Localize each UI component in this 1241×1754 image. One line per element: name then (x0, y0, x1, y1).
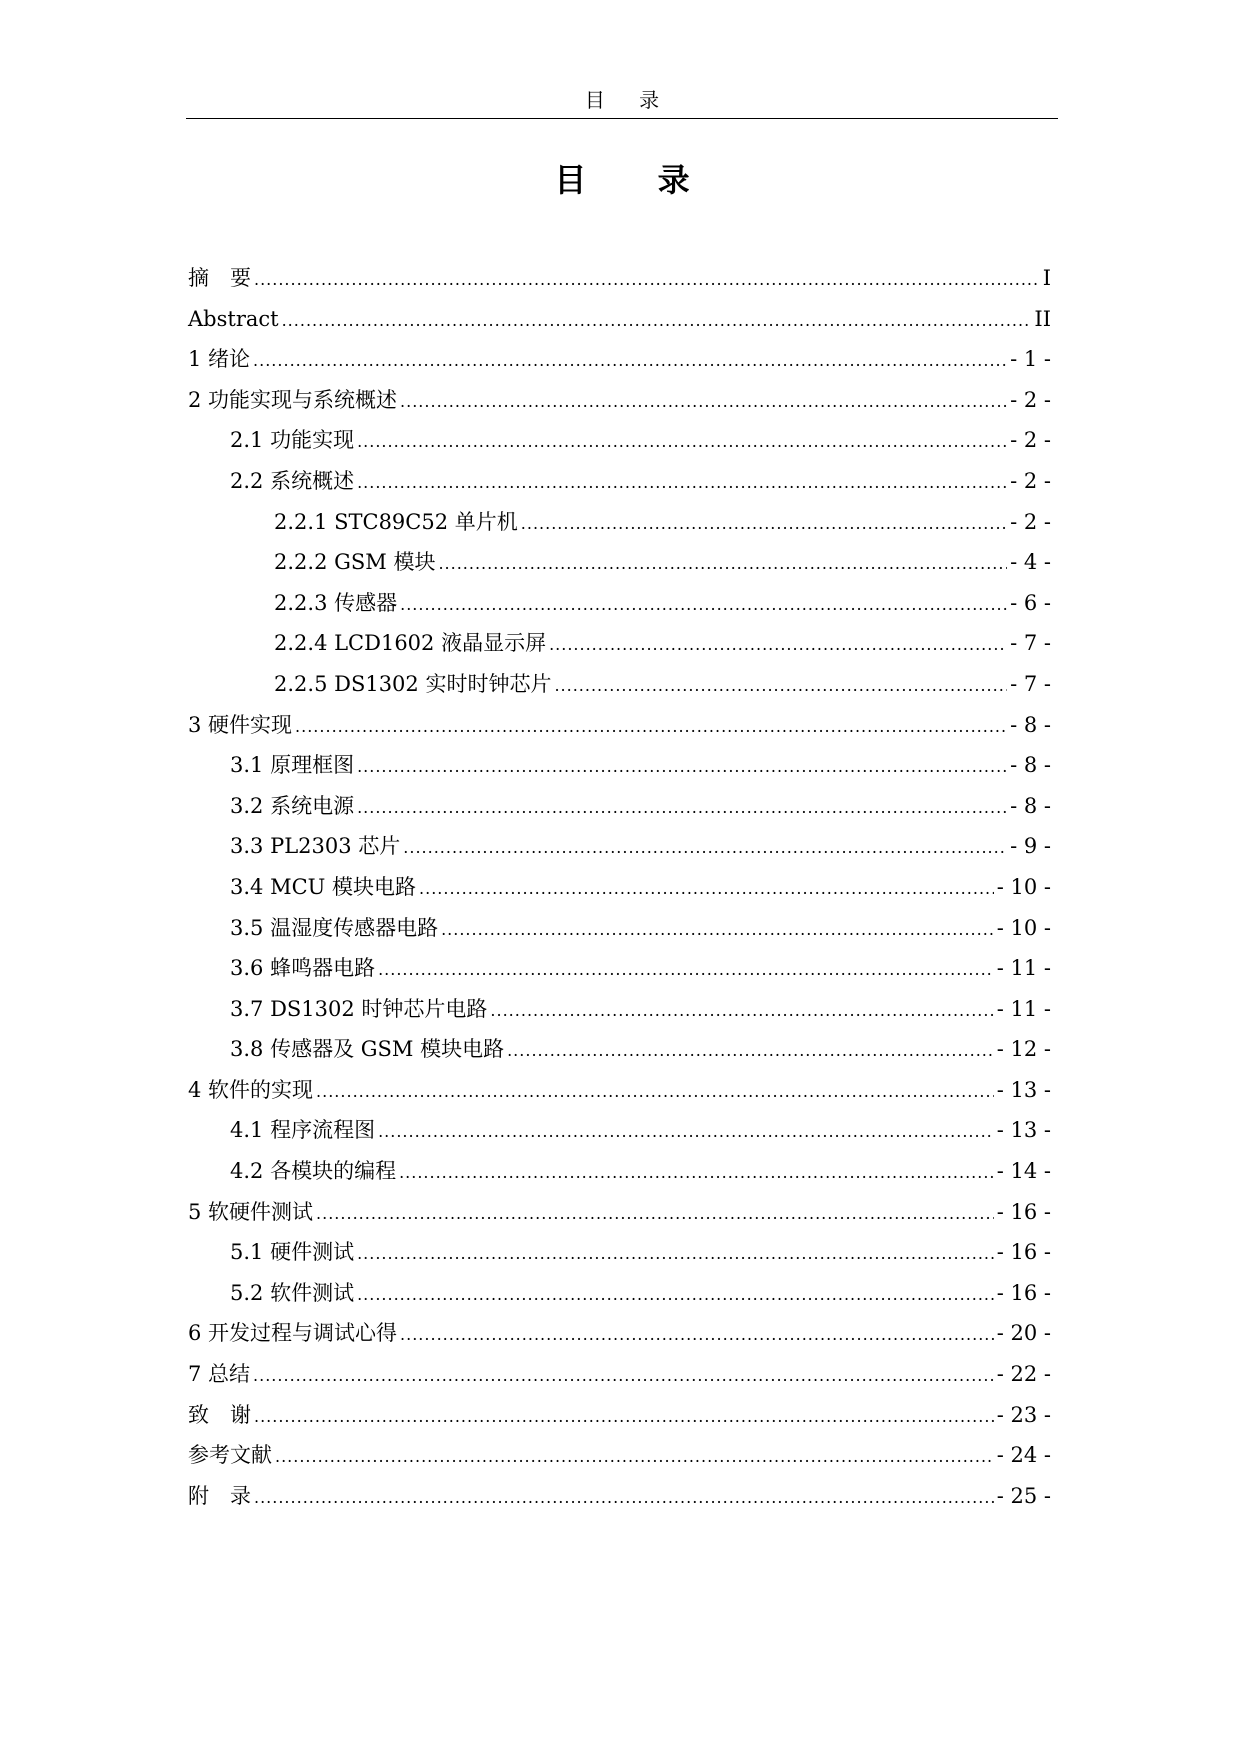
toc-entry-label: 2.2.3 传感器 (274, 590, 398, 615)
toc-entry-page-number: - 1 - (1010, 347, 1051, 372)
toc-entry[interactable] (188, 583, 1051, 624)
toc-entry-label: 2.2 系统概述 (230, 468, 355, 493)
toc-entry[interactable] (188, 420, 1051, 461)
toc-entry-page-number: - 12 - (996, 1037, 1051, 1062)
toc-entry[interactable] (188, 258, 1051, 299)
toc-entry-label: 5.1 硬件测试 (230, 1240, 355, 1265)
toc-entry-label: 致 谢 (188, 1402, 251, 1427)
toc-entry-page-number: - 22 - (996, 1362, 1051, 1387)
toc-entry[interactable] (188, 1110, 1051, 1151)
toc-entry-label: 摘 要 (188, 266, 251, 290)
toc-title: 目 录 (554, 161, 720, 199)
toc-entry-page-number: - 13 - (996, 1077, 1051, 1102)
toc-entry-page-number: - 11 - (996, 956, 1051, 981)
toc-entry-label: 2.2.5 DS1302 实时时钟芯片 (274, 671, 552, 696)
toc-dot-leader (357, 745, 1007, 788)
toc-dot-leader (400, 380, 1007, 423)
toc-entry[interactable] (188, 705, 1051, 746)
toc-entry-page-number: - 9 - (1010, 834, 1051, 859)
toc-entry[interactable] (188, 826, 1051, 867)
toc-dot-leader (316, 1192, 994, 1235)
toc-dot-leader (378, 948, 994, 991)
toc-entry-page-number: - 16 - (996, 1199, 1051, 1224)
toc-entry[interactable] (188, 786, 1051, 827)
toc-entry-page-number: - 14 - (996, 1159, 1051, 1184)
toc-entry-page-number: - 24 - (996, 1443, 1051, 1468)
toc-dot-leader (438, 542, 1007, 585)
toc-entry-page-number: II (1034, 306, 1051, 331)
toc-entry-label: 3.4 MCU 模块电路 (230, 874, 417, 899)
toc-dot-leader (490, 989, 993, 1032)
toc-entry[interactable] (188, 1395, 1051, 1436)
toc-entry-label: 附 录 (188, 1483, 251, 1508)
toc-entry[interactable] (188, 1476, 1051, 1517)
toc-entry-page-number: - 25 - (996, 1483, 1051, 1508)
toc-dot-leader (549, 623, 1007, 666)
toc-entry[interactable] (188, 1232, 1051, 1273)
toc-entry-label: 5 软硬件测试 (188, 1199, 314, 1224)
toc-entry-page-number: - 10 - (996, 915, 1051, 940)
toc-dot-leader (554, 664, 1007, 707)
toc-dot-leader (295, 705, 1007, 748)
toc-entry[interactable] (188, 339, 1051, 380)
toc-entry[interactable] (188, 1070, 1051, 1111)
toc-entry-label: 3.8 传感器及 GSM 模块电路 (230, 1037, 505, 1062)
toc-entry-label: 4.1 程序流程图 (230, 1118, 376, 1143)
toc-dot-leader (282, 299, 1032, 342)
toc-entry-page-number: - 7 - (1010, 631, 1051, 656)
toc-dot-leader (254, 258, 1040, 301)
toc-entry[interactable] (188, 1029, 1051, 1070)
toc-entry-page-number: - 2 - (1010, 387, 1051, 412)
toc-dot-leader (521, 502, 1007, 545)
toc-entry[interactable] (188, 502, 1051, 543)
running-header: 目 录 (584, 88, 674, 112)
toc-entry-page-number: - 13 - (996, 1118, 1051, 1143)
toc-entry[interactable] (188, 1313, 1051, 1354)
toc-entry[interactable] (188, 1151, 1051, 1192)
header-rule (186, 118, 1058, 119)
toc-dot-leader (253, 339, 1007, 382)
toc-entry-label: 3.7 DS1302 时钟芯片电路 (230, 996, 488, 1021)
toc-entry[interactable] (188, 745, 1051, 786)
toc-entry-label: Abstract (188, 306, 279, 331)
toc-entry-label: 2.2.2 GSM 模块 (274, 550, 436, 575)
toc-dot-leader (254, 1395, 994, 1438)
toc-dot-leader (275, 1435, 994, 1478)
toc-entry-label: 3.1 原理框图 (230, 753, 355, 778)
toc-entry-label: 4.2 各模块的编程 (230, 1159, 397, 1184)
toc-entry[interactable] (188, 1273, 1051, 1314)
toc-entry-page-number: - 2 - (1010, 428, 1051, 453)
toc-dot-leader (399, 1151, 994, 1194)
toc-dot-leader (253, 1354, 994, 1397)
toc-entry-label: 3.6 蜂鸣器电路 (230, 956, 376, 981)
toc-dot-leader (441, 908, 994, 951)
toc-entry-page-number: - 8 - (1010, 793, 1051, 818)
toc-entry[interactable] (188, 908, 1051, 949)
toc-entry[interactable] (188, 380, 1051, 421)
toc-entry-page-number: - 20 - (996, 1321, 1051, 1346)
toc-entry-label: 3.3 PL2303 芯片 (230, 834, 401, 859)
toc-entry-page-number: - 4 - (1010, 550, 1051, 575)
toc-entry-page-number: - 7 - (1010, 671, 1051, 696)
toc-entry-label: 2 功能实现与系统概述 (188, 387, 398, 412)
table-of-contents (188, 258, 1051, 1516)
toc-dot-leader (357, 461, 1007, 504)
toc-entry[interactable] (188, 948, 1051, 989)
toc-entry-label: 2.2.1 STC89C52 单片机 (274, 509, 518, 534)
toc-dot-leader (400, 1313, 994, 1356)
toc-entry-page-number: - 16 - (996, 1240, 1051, 1265)
toc-entry-label: 5.2 软件测试 (230, 1280, 355, 1305)
toc-dot-leader (254, 1476, 994, 1519)
toc-entry-page-number: - 2 - (1010, 509, 1051, 534)
toc-entry[interactable] (188, 1435, 1051, 1476)
toc-entry-page-number: - 23 - (996, 1402, 1051, 1427)
toc-entry-label: 3.2 系统电源 (230, 793, 355, 818)
toc-dot-leader (378, 1110, 994, 1153)
toc-entry-page-number: - 8 - (1010, 753, 1051, 778)
toc-entry[interactable] (188, 461, 1051, 502)
toc-entry-page-number: - 11 - (996, 996, 1051, 1021)
toc-dot-leader (400, 583, 1007, 626)
toc-dot-leader (357, 1273, 994, 1316)
toc-entry-page-number: - 2 - (1010, 468, 1051, 493)
toc-entry-label: 3.5 温湿度传感器电路 (230, 915, 439, 940)
toc-dot-leader (316, 1070, 994, 1113)
toc-entry-label: 参考文献 (188, 1443, 272, 1468)
toc-entry-label: 7 总结 (188, 1362, 251, 1387)
toc-entry-label: 2.1 功能实现 (230, 428, 355, 453)
toc-entry-label: 1 绪论 (188, 347, 251, 372)
toc-dot-leader (357, 1232, 994, 1275)
toc-entry[interactable] (188, 542, 1051, 583)
toc-entry-label: 4 软件的实现 (188, 1077, 314, 1102)
toc-dot-leader (403, 826, 1007, 869)
toc-dot-leader (419, 867, 994, 910)
toc-dot-leader (357, 420, 1007, 463)
toc-entry[interactable] (188, 623, 1051, 664)
toc-entry[interactable] (188, 1354, 1051, 1395)
toc-entry[interactable] (188, 989, 1051, 1030)
toc-entry[interactable] (188, 299, 1051, 340)
toc-dot-leader (357, 786, 1007, 829)
toc-entry-page-number: - 16 - (996, 1280, 1051, 1305)
toc-entry-label: 6 开发过程与调试心得 (188, 1321, 398, 1346)
toc-entry-page-number: I (1042, 266, 1051, 290)
toc-entry-page-number: - 8 - (1010, 712, 1051, 737)
toc-entry[interactable] (188, 1192, 1051, 1233)
toc-entry-page-number: - 6 - (1010, 590, 1051, 615)
toc-entry[interactable] (188, 867, 1051, 908)
toc-entry-label: 2.2.4 LCD1602 液晶显示屏 (274, 631, 547, 656)
toc-entry-label: 3 硬件实现 (188, 712, 293, 737)
toc-entry[interactable] (188, 664, 1051, 705)
toc-entry-page-number: - 10 - (996, 874, 1051, 899)
toc-dot-leader (507, 1029, 994, 1072)
